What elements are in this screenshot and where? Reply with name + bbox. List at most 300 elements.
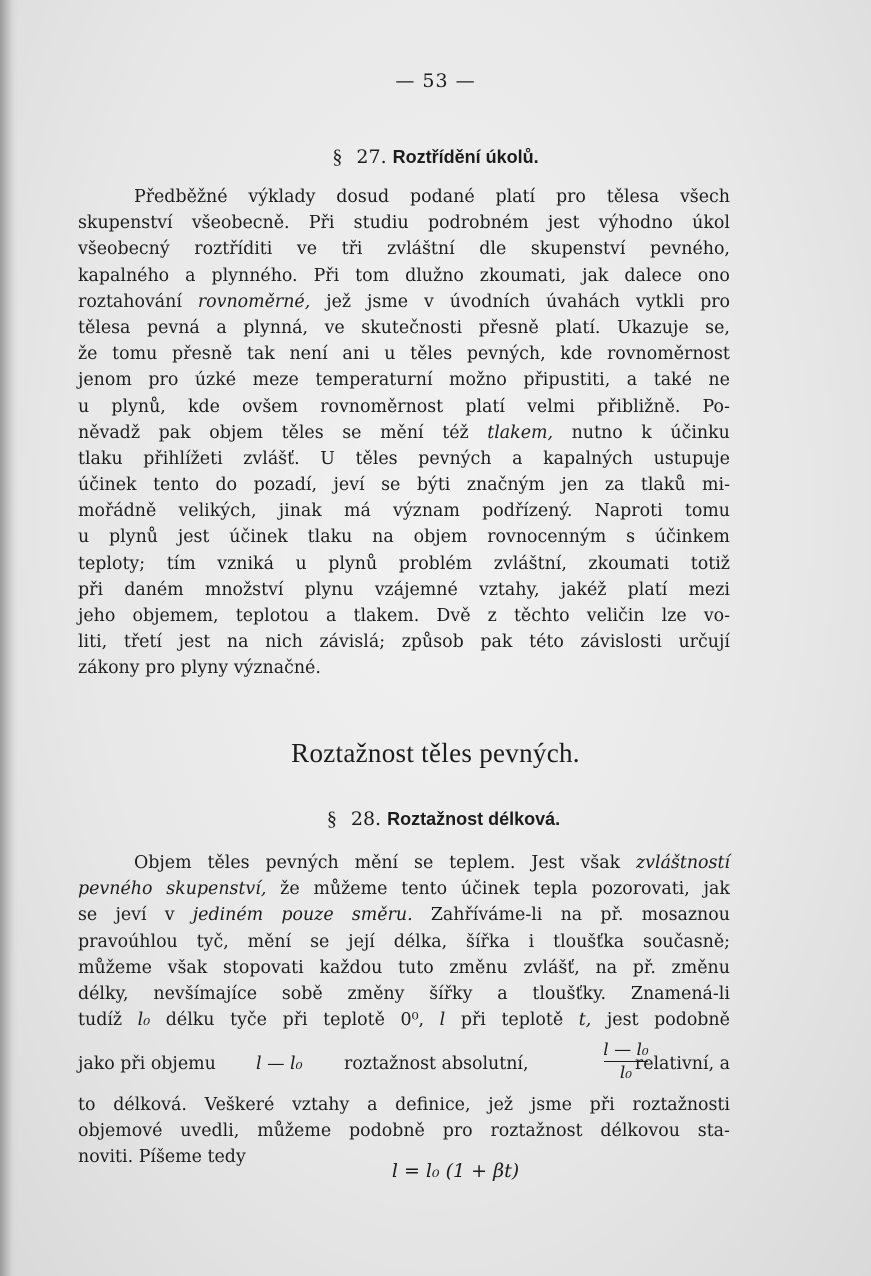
word: mi- — [702, 475, 730, 496]
word: výklady — [248, 187, 316, 207]
word: dalece — [624, 265, 682, 286]
word: této — [529, 632, 564, 653]
word: pro — [145, 658, 176, 679]
word: podané — [410, 187, 475, 207]
word: u — [384, 344, 396, 365]
word: Veškeré — [204, 1095, 275, 1115]
text-line — [78, 603, 730, 629]
word: 0⁰, — [400, 1010, 425, 1031]
word: platí — [495, 187, 536, 207]
word: tři — [341, 239, 363, 260]
word: velmi — [527, 396, 575, 417]
word: objemové — [78, 1121, 163, 1142]
word: má — [343, 501, 371, 522]
word: nutno — [571, 422, 623, 443]
text-line — [78, 1118, 730, 1144]
text-line — [78, 341, 730, 367]
section-28-heading — [0, 808, 871, 831]
word: šířka — [466, 931, 510, 952]
word: do — [215, 475, 238, 496]
text-line — [78, 850, 730, 876]
text-line — [78, 236, 730, 262]
word: se — [78, 905, 98, 926]
word: jak — [703, 879, 730, 900]
word: určují — [678, 632, 730, 653]
word: též — [442, 422, 469, 443]
word: objem — [413, 527, 468, 548]
text-line — [78, 577, 730, 603]
word: pevných — [265, 853, 339, 873]
section-number: 27. — [356, 146, 387, 168]
word: u — [295, 553, 307, 574]
word: vzájemné — [374, 579, 458, 600]
text-line — [78, 1092, 730, 1118]
word: všech — [679, 187, 730, 207]
word: můžeme — [257, 1121, 332, 1142]
text-line — [78, 263, 730, 289]
word: každou — [319, 957, 383, 978]
word: vzniká — [217, 553, 274, 574]
word: vo- — [703, 606, 730, 626]
text-line — [78, 420, 730, 446]
word: zvláštní — [387, 239, 455, 260]
word: problém — [398, 553, 473, 574]
word: pro — [442, 1121, 473, 1142]
word: pozadí, — [253, 475, 318, 496]
word: rovnocenným — [487, 527, 607, 548]
word: kapalných — [543, 448, 634, 469]
chapter-heading: Roztažnost těles pevných. — [291, 738, 580, 768]
word: přibližně. — [596, 396, 681, 417]
section-title: Roztřídění úkolů. — [392, 147, 539, 167]
word: sta- — [697, 1121, 730, 1142]
word: zákony — [78, 658, 140, 679]
fraction-numerator: l — l₀ — [603, 1040, 649, 1060]
word: něvadž — [78, 422, 140, 443]
word: plynů — [109, 527, 158, 548]
word: jež — [326, 291, 352, 312]
word: kapalného — [78, 265, 170, 286]
word: Objem — [134, 853, 192, 873]
text-line — [78, 498, 730, 524]
word: význam — [393, 501, 460, 522]
word: Znamená-li — [630, 983, 730, 1004]
frac-line-after: relativní, a — [634, 1054, 730, 1074]
word: se, — [705, 317, 730, 338]
word: na — [226, 632, 249, 653]
word: účinku — [670, 422, 730, 443]
word: objem — [209, 422, 263, 443]
word: není — [289, 344, 328, 365]
word: těles — [207, 853, 250, 873]
word: jež — [488, 1095, 514, 1115]
word: jediném — [192, 905, 264, 926]
word: tom — [355, 265, 390, 286]
word: lze — [661, 606, 687, 626]
word: zkoumati, — [479, 265, 567, 286]
text-line — [78, 289, 730, 315]
word: těchto — [513, 606, 570, 626]
word: dosud — [336, 187, 390, 207]
word: ovšem — [242, 396, 299, 417]
word: jest — [547, 213, 580, 234]
word: jeví — [115, 905, 147, 926]
word: těles — [355, 448, 398, 469]
word: roztažnost — [490, 1121, 583, 1142]
word: účinek — [78, 475, 137, 496]
word: ono — [697, 265, 730, 286]
word: můžeme — [313, 879, 388, 900]
word: kde — [187, 396, 220, 417]
word: pozorovati, — [591, 879, 690, 900]
word: a — [185, 265, 196, 286]
word: s — [626, 527, 636, 548]
word: noviti. — [78, 1147, 134, 1168]
text-line — [78, 902, 730, 928]
word: že — [280, 879, 300, 900]
text-line — [78, 315, 730, 341]
word: plyny — [180, 658, 229, 679]
word: že — [78, 344, 98, 365]
word: roztahování — [78, 291, 182, 312]
word: však — [167, 957, 208, 978]
word: se — [381, 475, 401, 496]
text-line — [78, 629, 730, 655]
word: podřízený. — [482, 501, 573, 522]
section-mark: § — [332, 146, 343, 168]
word: mění — [354, 853, 399, 873]
paragraph-task-classification — [78, 184, 730, 682]
word: vztahy, — [478, 579, 540, 600]
text-line — [78, 210, 730, 236]
word: jinak — [278, 501, 322, 522]
word: přihlížeti — [143, 448, 223, 469]
word: tlakem. — [353, 606, 420, 626]
word: při — [589, 1095, 615, 1115]
word: tento — [401, 879, 448, 900]
word: jest — [177, 527, 210, 548]
word: Předběžné — [134, 187, 228, 207]
word: úvodních — [449, 291, 531, 312]
word: kde — [560, 344, 593, 365]
word: zvláštností — [636, 853, 730, 873]
word: skupenství — [530, 239, 626, 260]
word: podrobném — [427, 213, 529, 234]
word: Naproti — [594, 501, 663, 522]
expansion-formula: l = l₀ (1 + βt) — [391, 1160, 520, 1182]
text-line — [78, 981, 730, 1007]
section-number: 28. — [350, 808, 382, 830]
word: plynu — [304, 579, 354, 600]
word: možno — [449, 370, 507, 391]
word: tloušťky. — [532, 983, 607, 1004]
word: jak — [582, 265, 609, 286]
word: pro — [148, 370, 179, 391]
word: př. — [632, 957, 656, 978]
word: roztříditi — [194, 239, 273, 260]
word: jest — [606, 1010, 639, 1031]
word: délky, — [78, 983, 129, 1004]
word: v — [424, 291, 434, 312]
word: délku — [165, 1010, 215, 1031]
word: př. — [600, 905, 624, 926]
word: všeobecně. — [191, 213, 290, 234]
word: mosaznou — [641, 905, 730, 926]
word: teplotě — [501, 1010, 564, 1031]
word: mění — [380, 422, 424, 443]
word: teploty; — [78, 553, 146, 574]
word: mění — [247, 931, 292, 952]
word: meze — [252, 370, 299, 391]
word: veličin — [586, 606, 645, 626]
word: tuto — [398, 957, 434, 978]
word: tento — [153, 475, 200, 496]
word: pravoúhlou — [78, 931, 178, 952]
section-title: Roztažnost délková. — [387, 809, 561, 829]
word: býti — [416, 475, 451, 496]
word: a — [367, 1095, 378, 1115]
word: značným — [466, 475, 545, 496]
word: závislosti — [580, 632, 662, 653]
word: připustiti, — [523, 370, 611, 391]
page-number: — 53 — — [395, 70, 476, 92]
word: pro — [555, 187, 586, 207]
section-27-heading — [0, 146, 871, 169]
word: l — [439, 1010, 446, 1031]
text-line — [78, 394, 730, 420]
word: Zahříváme-li — [430, 905, 543, 926]
word: teplotě — [323, 1010, 385, 1031]
word: vytkli — [635, 291, 685, 312]
word: úvahách — [546, 291, 620, 312]
word: tyč, — [196, 931, 229, 952]
word: Při — [308, 213, 335, 234]
word: studiu — [353, 213, 409, 234]
section-mark: § — [326, 808, 337, 830]
word: objemem, — [132, 606, 219, 626]
word: mezi — [688, 579, 730, 600]
word: zkoumati — [588, 553, 670, 574]
word: z — [487, 606, 497, 626]
text-line — [78, 367, 730, 393]
text-line — [78, 446, 730, 472]
word: se — [310, 931, 330, 952]
word: uvedli, — [180, 1121, 240, 1142]
word: tlakem, — [487, 422, 554, 443]
word: množství — [204, 579, 284, 600]
word: vztahy — [291, 1095, 350, 1115]
word: tomu — [112, 344, 158, 365]
word: Jest — [531, 853, 565, 873]
word: ve — [324, 317, 345, 338]
fraction-denominator: l₀ — [619, 1063, 633, 1083]
word: U — [320, 448, 335, 469]
word: l₀ — [137, 1010, 151, 1031]
word: účinek — [460, 879, 520, 900]
word: těles — [410, 344, 453, 365]
word: také — [653, 370, 692, 391]
word: jest — [178, 632, 211, 653]
word: definice, — [395, 1095, 471, 1115]
word: změnu — [671, 957, 730, 978]
word: úzké — [194, 370, 237, 391]
word: pevná — [146, 317, 200, 338]
text-line — [78, 929, 730, 955]
word: velikých, — [178, 501, 257, 522]
word: skupenství, — [166, 879, 267, 900]
text-line — [78, 184, 730, 210]
word: současně; — [643, 931, 730, 952]
frac-line-before: jako při objemu — [78, 1054, 216, 1074]
word: její — [348, 931, 375, 952]
word: skutečnosti — [361, 317, 463, 338]
word: ve — [296, 239, 318, 260]
fraction-line — [78, 1040, 730, 1090]
word: jsme — [530, 1095, 572, 1115]
word: jen — [561, 475, 589, 496]
word: stopovati — [223, 957, 304, 978]
word: a — [216, 317, 227, 338]
word: úkol — [692, 213, 730, 234]
word: daném — [124, 579, 184, 600]
word: se — [414, 853, 434, 873]
text-line — [78, 551, 730, 577]
word: závislá; — [319, 632, 386, 653]
word: a — [497, 983, 508, 1004]
word: můžeme — [78, 957, 152, 978]
word: změny — [347, 983, 405, 1004]
word: totiž — [690, 553, 730, 574]
word: na — [560, 905, 583, 926]
paragraph-linear-expansion — [78, 850, 730, 1033]
word: tyče — [230, 1010, 267, 1031]
word: a — [626, 370, 638, 391]
paragraph-definitions — [78, 1092, 730, 1171]
word: směru. — [351, 905, 413, 926]
word: i — [528, 931, 535, 952]
word: ani — [342, 344, 370, 365]
word: tělesa — [606, 187, 660, 207]
word: dlužno — [405, 265, 464, 286]
word: temperaturní — [315, 370, 433, 391]
absolute-expansion-expr: l — l₀ — [256, 1054, 303, 1074]
word: účinkem — [654, 527, 730, 548]
word: přesně — [478, 317, 539, 338]
word: třetí — [123, 632, 162, 653]
word: význačné. — [233, 658, 321, 679]
word: při — [460, 1010, 486, 1031]
word: teplotou — [235, 606, 309, 626]
word: dle — [479, 239, 507, 260]
word: jeho — [78, 606, 116, 626]
word: platí — [627, 579, 668, 600]
word: plynů — [328, 553, 378, 574]
word: Dvě — [436, 606, 471, 626]
word: nevšímajíce — [153, 983, 258, 1004]
word: to — [78, 1095, 96, 1115]
text-line — [78, 472, 730, 498]
word: jeví — [333, 475, 365, 496]
frac-line-middle: roztažnost absolutní, — [344, 1054, 529, 1074]
word: pro — [700, 291, 730, 312]
word: zvlášť. — [243, 448, 300, 469]
word: Ukazuje — [617, 317, 689, 338]
word: tím — [166, 553, 196, 574]
word: mořádně — [78, 501, 157, 522]
word: k — [641, 422, 652, 443]
word: rovnoměrné, — [197, 291, 311, 312]
word: pevného — [78, 879, 153, 900]
word: pak — [158, 422, 191, 443]
word: při — [78, 579, 104, 600]
word: roztažnosti — [632, 1095, 730, 1115]
word: a — [325, 606, 337, 626]
word: pevných — [418, 448, 492, 469]
word: rovnoměrnost — [320, 396, 444, 417]
word: tepla — [533, 879, 578, 900]
text-line — [78, 524, 730, 550]
word: podobně — [349, 1121, 425, 1142]
word: tlaku — [307, 527, 353, 548]
word: tedy — [207, 1147, 246, 1168]
word: zvlášť, — [523, 957, 580, 978]
word: za — [604, 475, 625, 496]
word: se — [342, 422, 362, 443]
word: t, — [578, 1010, 592, 1031]
word: při — [282, 1010, 308, 1031]
word: však — [580, 853, 621, 873]
word: Při — [313, 265, 340, 286]
word: všeobecný — [78, 239, 170, 260]
word: tak — [246, 344, 275, 365]
word: jakéž — [560, 579, 607, 600]
word: délka, — [393, 931, 448, 952]
word: délkovou — [600, 1121, 680, 1142]
text-line — [78, 876, 730, 902]
word: délková. — [113, 1095, 187, 1115]
word: podobně — [654, 1010, 730, 1031]
word: jsme — [366, 291, 409, 312]
word: na — [372, 527, 394, 548]
word: rovnoměrnost — [606, 344, 730, 365]
word: platí. — [555, 317, 601, 338]
word: pevných, — [466, 344, 546, 365]
word: tlaku — [78, 448, 123, 469]
word: tudíž — [78, 1010, 123, 1031]
word: účinek — [229, 527, 288, 548]
text-line — [78, 1007, 730, 1033]
word: ustupuje — [653, 448, 730, 469]
text-line — [78, 655, 730, 681]
word: plynů, — [111, 396, 166, 417]
word: pevného, — [650, 239, 730, 260]
word: změnu — [449, 957, 508, 978]
word: plynného. — [211, 265, 298, 286]
word: sobě — [281, 983, 323, 1004]
word: tlaků — [640, 475, 686, 496]
word: pak — [480, 632, 513, 653]
word: způsob — [401, 632, 464, 653]
word: Píšeme — [138, 1147, 202, 1168]
word: u — [78, 527, 90, 548]
word: zvláštní, — [493, 553, 567, 574]
word: pouze — [281, 905, 334, 926]
word: přesně — [172, 344, 233, 365]
word: Po- — [702, 396, 730, 417]
word: a — [512, 448, 523, 469]
word: platí — [465, 396, 505, 417]
word: plynná, — [243, 317, 309, 338]
